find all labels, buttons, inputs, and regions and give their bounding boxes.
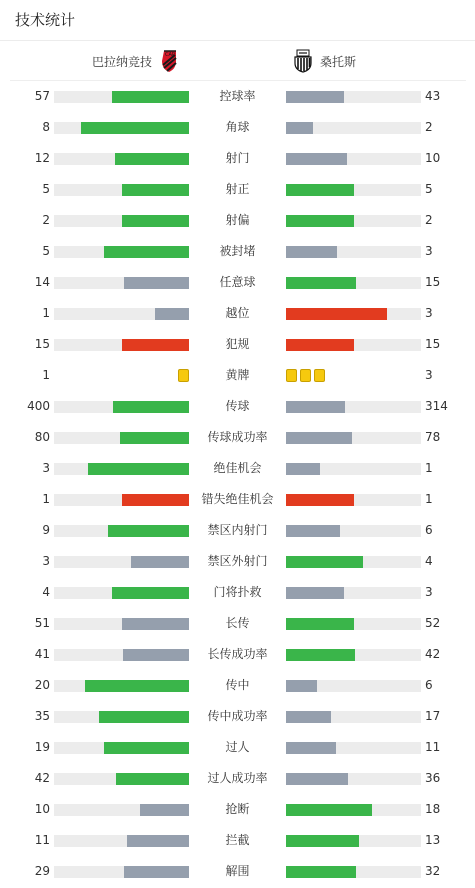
stat-row [0, 298, 475, 329]
away-stat-bar [286, 649, 421, 661]
stat-row [0, 515, 475, 546]
home-stat-value: 51 [34, 616, 50, 630]
home-stat-bar [54, 463, 189, 475]
home-stat-bar [54, 618, 189, 630]
away-stat-bar-fill [286, 525, 340, 537]
stat-row [0, 546, 475, 577]
home-stat-bar-fill [140, 804, 189, 816]
home-stat-value: 3 [42, 461, 50, 475]
stat-row [0, 825, 475, 856]
stat-label: 过人 [225, 740, 250, 754]
stat-label: 被封堵 [219, 244, 256, 258]
home-stat-bar-fill [104, 246, 189, 258]
home-stat-value: 400 [27, 399, 50, 413]
away-stat-value: 43 [425, 89, 441, 103]
stat-row [0, 701, 475, 732]
svg-text:CAP: CAP [165, 52, 175, 58]
home-team[interactable] [92, 49, 180, 73]
stat-row [0, 236, 475, 267]
away-stat-bar [286, 277, 421, 289]
yellow-card-icon [300, 369, 311, 382]
stat-label: 长传 [225, 616, 250, 630]
home-stat-bar-fill [108, 525, 189, 537]
away-yellow-cards [286, 369, 325, 382]
home-stat-bar-fill [85, 680, 189, 692]
stat-row [0, 608, 475, 639]
away-stat-bar [286, 711, 421, 723]
away-stat-bar-fill [286, 866, 356, 878]
away-stat-value: 13 [425, 833, 441, 847]
home-stat-bar [54, 246, 189, 258]
away-stat-value: 15 [425, 275, 441, 289]
away-team[interactable] [292, 49, 356, 73]
away-stat-bar-fill [286, 773, 348, 785]
home-stat-value: 5 [42, 244, 50, 258]
stat-label: 传球成功率 [207, 430, 268, 444]
home-stat-bar-fill [122, 215, 190, 227]
home-stat-value: 14 [34, 275, 50, 289]
home-stat-bar [54, 184, 189, 196]
away-stat-value: 2 [425, 213, 433, 227]
stat-label: 传球 [225, 399, 250, 413]
home-stat-value: 29 [34, 864, 50, 878]
home-stat-bar [54, 308, 189, 320]
away-stat-bar-fill [286, 184, 354, 196]
away-stat-bar [286, 153, 421, 165]
stat-row [0, 856, 475, 887]
home-stat-value: 42 [34, 771, 50, 785]
home-stat-bar-fill [115, 153, 189, 165]
home-stat-bar-fill [112, 91, 189, 103]
stat-label: 任意球 [219, 275, 256, 289]
home-stat-value: 12 [34, 151, 50, 165]
away-stat-bar [286, 339, 421, 351]
away-stat-bar-fill [286, 401, 345, 413]
home-stat-value: 4 [42, 585, 50, 599]
home-stat-value: 1 [42, 492, 50, 506]
home-stat-bar [54, 804, 189, 816]
stat-label: 解围 [225, 864, 250, 878]
home-stat-bar [54, 866, 189, 878]
home-stat-bar-fill [124, 866, 189, 878]
home-stat-value: 1 [42, 368, 50, 382]
away-stat-bar-fill [286, 432, 352, 444]
away-stat-value: 78 [425, 430, 441, 444]
away-stat-bar-fill [286, 308, 387, 320]
stat-row [0, 453, 475, 484]
away-stat-bar [286, 184, 421, 196]
stat-row [0, 732, 475, 763]
home-stat-bar-fill [122, 339, 190, 351]
away-stat-value: 1 [425, 461, 433, 475]
stat-label: 黄牌 [225, 368, 250, 382]
away-stat-bar-fill [286, 277, 356, 289]
away-stat-bar [286, 680, 421, 692]
away-stat-value: 32 [425, 864, 441, 878]
stat-row [0, 360, 475, 391]
stat-label: 禁区外射门 [207, 554, 268, 568]
stat-row [0, 422, 475, 453]
away-stat-value: 314 [425, 399, 448, 413]
away-stat-bar-fill [286, 215, 354, 227]
away-stat-value: 3 [425, 244, 433, 258]
home-stat-value: 10 [34, 802, 50, 816]
home-stat-value: 57 [34, 89, 50, 103]
home-stat-bar-fill [104, 742, 189, 754]
home-stat-bar [54, 587, 189, 599]
home-stat-value: 2 [42, 213, 50, 227]
away-stat-bar [286, 91, 421, 103]
stat-label: 过人成功率 [207, 771, 268, 785]
home-stat-value: 19 [34, 740, 50, 754]
home-stat-value: 15 [34, 337, 50, 351]
home-stat-value: 41 [34, 647, 50, 661]
away-stat-bar-fill [286, 711, 331, 723]
stat-label: 传中成功率 [207, 709, 268, 723]
stat-row [0, 577, 475, 608]
away-stat-value: 5 [425, 182, 433, 196]
home-stat-bar-fill [88, 463, 189, 475]
home-stat-bar [54, 773, 189, 785]
away-stat-value: 3 [425, 585, 433, 599]
home-stat-bar [54, 277, 189, 289]
away-stat-value: 11 [425, 740, 441, 754]
stat-row [0, 670, 475, 701]
away-stat-bar [286, 494, 421, 506]
away-stat-value: 42 [425, 647, 441, 661]
away-stat-value: 3 [425, 368, 433, 382]
stat-row [0, 794, 475, 825]
away-stat-bar-fill [286, 804, 372, 816]
home-team-name: 巴拉纳竞技 [91, 54, 152, 69]
home-stat-bar [54, 525, 189, 537]
away-stat-value: 15 [425, 337, 441, 351]
stat-label: 控球率 [219, 89, 256, 103]
away-stat-bar-fill [286, 618, 354, 630]
away-stat-value: 52 [425, 616, 441, 630]
stat-row [0, 81, 475, 112]
home-stat-value: 20 [34, 678, 50, 692]
stat-row [0, 329, 475, 360]
away-stat-value: 1 [425, 492, 433, 506]
yellow-card-icon [286, 369, 297, 382]
away-stat-bar-fill [286, 835, 359, 847]
home-stat-bar-fill [116, 773, 189, 785]
yellow-card-icon [178, 369, 189, 382]
stat-label: 射偏 [225, 213, 250, 227]
away-stat-bar-fill [286, 339, 354, 351]
stat-label: 传中 [225, 678, 250, 692]
home-stat-bar [54, 649, 189, 661]
away-stat-bar-fill [286, 153, 347, 165]
stat-row [0, 174, 475, 205]
away-stat-bar-fill [286, 680, 317, 692]
home-stat-bar-fill [99, 711, 189, 723]
home-stat-bar-fill [122, 494, 190, 506]
stat-label: 绝佳机会 [213, 461, 262, 475]
stat-label: 越位 [225, 306, 250, 320]
home-stat-value: 1 [42, 306, 50, 320]
home-stat-bar-fill [113, 401, 189, 413]
stat-label: 射门 [225, 151, 250, 165]
away-stat-bar [286, 804, 421, 816]
yellow-card-icon [314, 369, 325, 382]
teams-header [10, 41, 466, 81]
stat-label: 长传成功率 [207, 647, 268, 661]
stat-label: 拦截 [225, 833, 250, 847]
away-stat-bar [286, 556, 421, 568]
away-stat-bar [286, 587, 421, 599]
stat-label: 抢断 [225, 802, 250, 816]
stat-label: 禁区内射门 [207, 523, 268, 537]
home-stat-value: 35 [34, 709, 50, 723]
home-stat-bar-fill [112, 587, 189, 599]
away-stat-bar-fill [286, 742, 336, 754]
stat-label: 门将扑救 [213, 585, 262, 599]
home-stat-bar [54, 432, 189, 444]
away-stat-value: 36 [425, 771, 441, 785]
away-stat-bar-fill [286, 463, 320, 475]
away-stat-bar [286, 525, 421, 537]
home-stat-bar-fill [123, 649, 189, 661]
home-stat-bar [54, 122, 189, 134]
stat-row [0, 143, 475, 174]
stat-label: 错失绝佳机会 [201, 492, 274, 506]
away-stat-value: 6 [425, 523, 433, 537]
home-stat-bar [54, 556, 189, 568]
home-stat-bar [54, 711, 189, 723]
away-stat-value: 17 [425, 709, 441, 723]
away-stat-bar [286, 122, 421, 134]
home-stat-bar-fill [120, 432, 189, 444]
home-stat-bar [54, 153, 189, 165]
home-stat-bar-fill [155, 308, 189, 320]
away-team-name: 桑托斯 [320, 54, 357, 69]
away-stat-value: 2 [425, 120, 433, 134]
home-stat-bar [54, 339, 189, 351]
home-stat-value: 5 [42, 182, 50, 196]
home-stat-bar [54, 680, 189, 692]
away-stat-bar-fill [286, 649, 355, 661]
away-stat-bar-fill [286, 122, 313, 134]
home-stat-value: 8 [42, 120, 50, 134]
away-stat-bar [286, 773, 421, 785]
page-title: 技术统计 [15, 11, 76, 29]
home-stat-bar-fill [131, 556, 189, 568]
stat-row [0, 639, 475, 670]
away-stat-bar-fill [286, 494, 354, 506]
away-stat-bar [286, 308, 421, 320]
away-stat-bar [286, 246, 421, 258]
santos-crest-icon [292, 49, 314, 73]
away-stat-value: 18 [425, 802, 441, 816]
home-stat-value: 3 [42, 554, 50, 568]
home-stat-bar-fill [122, 618, 190, 630]
stats-list [0, 81, 475, 887]
away-stat-bar-fill [286, 587, 344, 599]
stat-label: 角球 [225, 120, 250, 134]
stat-row [0, 112, 475, 143]
away-stat-bar [286, 618, 421, 630]
away-stat-bar [286, 463, 421, 475]
home-stat-bar [54, 835, 189, 847]
home-stat-bar [54, 401, 189, 413]
stat-label: 犯规 [225, 337, 250, 351]
away-stat-value: 6 [425, 678, 433, 692]
home-stat-bar-fill [127, 835, 189, 847]
home-stat-bar [54, 742, 189, 754]
stat-row [0, 267, 475, 298]
stat-row [0, 763, 475, 794]
away-stat-bar [286, 866, 421, 878]
away-stat-bar [286, 835, 421, 847]
stat-row [0, 391, 475, 422]
home-stat-value: 11 [34, 833, 50, 847]
away-stat-bar [286, 432, 421, 444]
away-stat-bar [286, 215, 421, 227]
stat-row [0, 484, 475, 515]
home-stat-bar [54, 215, 189, 227]
away-stat-bar [286, 401, 421, 413]
athletico-paranaense-crest-icon [158, 49, 180, 73]
away-stat-value: 4 [425, 554, 433, 568]
away-stat-bar-fill [286, 246, 337, 258]
home-yellow-cards [178, 369, 189, 382]
home-stat-bar-fill [124, 277, 189, 289]
home-stat-value: 9 [42, 523, 50, 537]
home-stat-value: 80 [34, 430, 50, 444]
away-stat-bar-fill [286, 91, 344, 103]
home-stat-bar-fill [81, 122, 189, 134]
away-stat-value: 10 [425, 151, 441, 165]
home-stat-bar [54, 91, 189, 103]
stat-row [0, 205, 475, 236]
home-stat-bar [54, 494, 189, 506]
away-stat-value: 3 [425, 306, 433, 320]
away-stat-bar [286, 742, 421, 754]
away-stat-bar-fill [286, 556, 363, 568]
home-stat-bar-fill [122, 184, 190, 196]
stat-label: 射正 [225, 182, 250, 196]
